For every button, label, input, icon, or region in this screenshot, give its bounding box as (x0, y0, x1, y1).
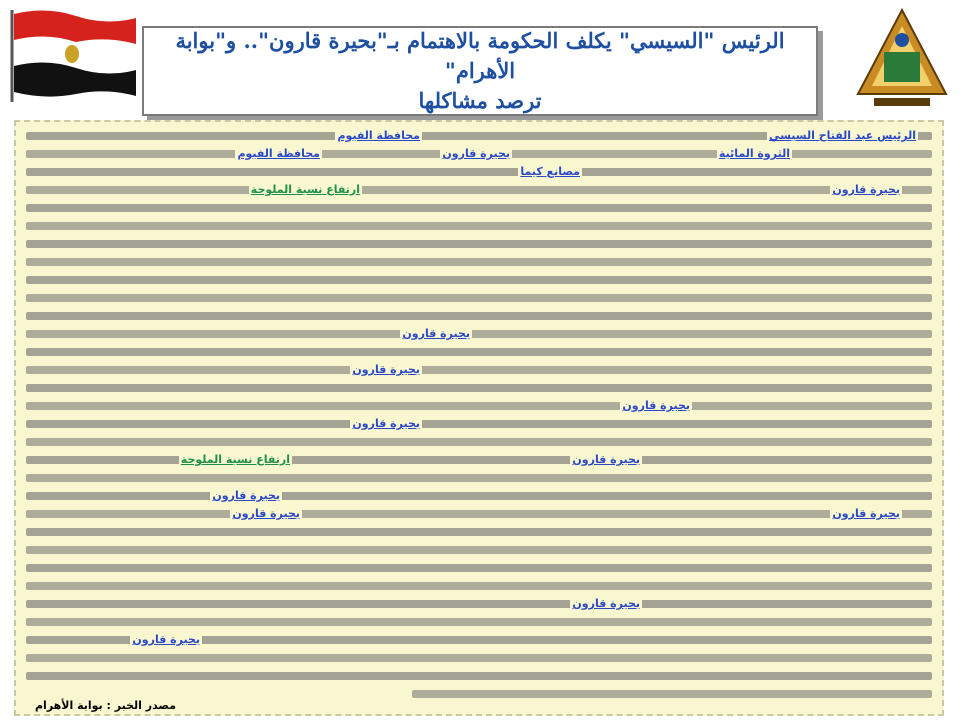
article-link[interactable]: بحيرة قارون (352, 417, 420, 430)
article-link[interactable]: بحيرة قارون (572, 453, 640, 466)
article-link[interactable]: بحيرة قارون (232, 507, 300, 520)
text-line-placeholder (26, 564, 932, 572)
text-line-placeholder (26, 672, 932, 680)
article-link[interactable]: بحيرة قارون (352, 363, 420, 376)
text-line-placeholder (26, 240, 932, 248)
article-link[interactable]: مصانع كيما (520, 165, 580, 178)
text-line-placeholder (26, 456, 932, 464)
article-link[interactable]: بحيرة قارون (212, 489, 280, 502)
text-line-placeholder (26, 582, 932, 590)
text-line-placeholder (26, 168, 932, 176)
egypt-flag-icon (6, 6, 138, 102)
text-line-placeholder (26, 384, 932, 392)
article-link[interactable]: بحيرة قارون (832, 507, 900, 520)
article-source: مصدر الخبر : بوابة الأهرام (32, 699, 179, 712)
newspaper-logo-icon (850, 4, 954, 112)
article-link[interactable]: بحيرة قارون (832, 183, 900, 196)
article-link[interactable]: ارتفاع نسبة الملوحة (250, 183, 360, 196)
article-link[interactable]: الرئيس عبد الفتاح السيسي (768, 129, 916, 142)
text-line-placeholder (26, 186, 932, 194)
text-line-placeholder (26, 618, 932, 626)
text-line-placeholder (26, 420, 932, 428)
article-link[interactable]: بحيرة قارون (572, 597, 640, 610)
text-line-placeholder (26, 294, 932, 302)
text-line-placeholder (26, 330, 932, 338)
text-line-placeholder (26, 510, 932, 518)
text-line-placeholder (26, 474, 932, 482)
article-link[interactable]: ارتفاع نسبة الملوحة (180, 453, 290, 466)
text-line-placeholder (26, 276, 932, 284)
headline-line-2: ترصد مشاكلها (418, 88, 542, 113)
text-line-placeholder (26, 258, 932, 266)
text-line-placeholder (26, 204, 932, 212)
text-line-placeholder (26, 222, 932, 230)
article-link[interactable]: بحيرة قارون (402, 327, 470, 340)
text-line-placeholder (412, 690, 932, 698)
text-line-placeholder (26, 600, 932, 608)
article-link[interactable]: الثروة المائية (718, 147, 790, 160)
article-link[interactable]: محافظة الفيوم (337, 129, 420, 142)
text-line-placeholder (26, 312, 932, 320)
text-line-placeholder (26, 438, 932, 446)
text-line-placeholder (26, 366, 932, 374)
text-line-placeholder (26, 402, 932, 410)
text-line-placeholder (26, 654, 932, 662)
headline-box (142, 26, 818, 116)
article-body (14, 120, 944, 716)
text-line-placeholder (26, 492, 932, 500)
article-link[interactable]: بحيرة قارون (622, 399, 690, 412)
text-line-placeholder (26, 546, 932, 554)
headline-line-1: الرئيس "السيسي" يكلف الحكومة بالاهتمام بـ"بحيرة قارون".. و"بوابة الأهرام" (175, 28, 785, 83)
text-line-placeholder (26, 528, 932, 536)
article-link[interactable]: بحيرة قارون (442, 147, 510, 160)
article-link[interactable]: محافظة الفيوم (237, 147, 320, 160)
article-link[interactable]: بحيرة قارون (132, 633, 200, 646)
text-line-placeholder (26, 348, 932, 356)
